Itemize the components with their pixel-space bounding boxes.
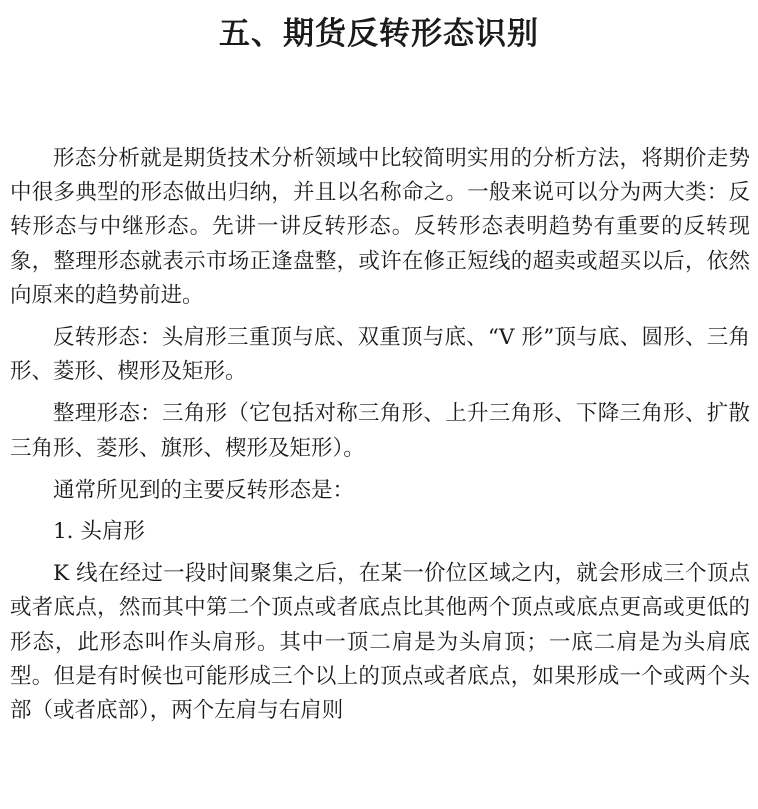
paragraph-head-shoulders: K 线在经过一段时间聚集之后，在某一价位区域之内，就会形成三个顶点或者底点，然而其中第二个顶点或者底点比其他两个顶点或底点更高或更低的形态，此形态叫作头肩形。其中一顶二肩是为头肩顶；一底二肩是为头肩底型。但是有时候也可能形成三个以上的顶点或者底点，如果形成一个或两个头部（或者底部），两个左肩与右肩则 [10,561,750,724]
paragraph-intro: 形态分析就是期货技术分析领域中比较简明实用的分析方法，将期价走势中很多典型的形态做出归纳，并且以名称命之。一般来说可以分为两大类：反转形态与中继形态。先讲一讲反转形态。反转形态表明趋势有重要的反转现象，整理形态就表示市场正逢盘整，或许在修正短线的超卖或超买以后，依然向原来的趋势前进。 [10,146,750,308]
paragraph-main-reversal-lead: 通常所见到的主要反转形态是： [53,477,355,503]
section-heading: 1. 头肩形 [53,519,145,545]
paragraph-reversal-patterns: 反转形态：头肩形三重顶与底、双重顶与底、“V 形”顶与底、圆形、三角形、菱形、楔形及矩形。 [10,325,750,385]
body-text [10,142,750,736]
page-title: 五、期货反转形态识别 [219,16,539,52]
paragraph-consolidation-patterns: 整理形态：三角形（它包括对称三角形、上升三角形、下降三角形、扩散三角形、菱形、旗形、楔形及矩形）。 [10,401,750,461]
